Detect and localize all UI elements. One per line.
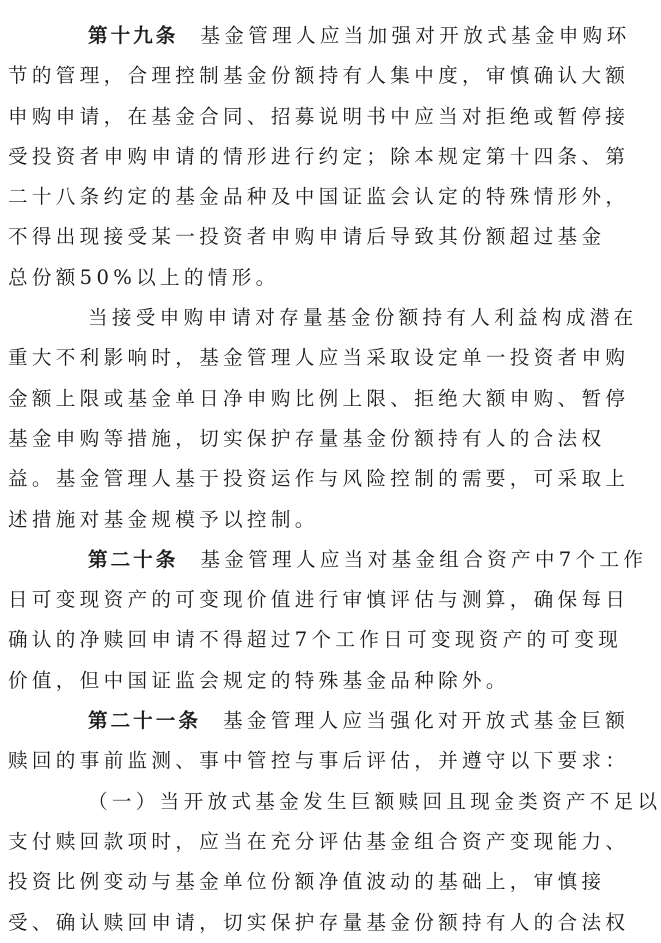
article-21-text-1: 基金管理人应当强化对开放式基金巨额 <box>222 709 630 733</box>
article-21-heading: 第二十一条 <box>88 709 201 733</box>
article-21-item-1-line-3: 投资比例变动与基金单位份额净值波动的基础上，审慎接 <box>8 870 606 894</box>
article-19-p2-line-4: 基金申购等措施，切实保护存量基金份额持有人的合法权 <box>8 426 606 450</box>
article-19-line-2: 节的管理，合理控制基金份额持有人集中度，审慎确认大额 <box>8 64 630 88</box>
article-19-p2-line-1: 当接受申购申请对存量基金份额持有人利益构成潜在 <box>88 306 638 330</box>
article-21-item-1-line-2: 支付赎回款项时，应当在充分评估基金组合资产变现能力、 <box>8 829 630 853</box>
article-21-line-2: 赎回的事前监测、事中管控与事后评估，并遵守以下要求： <box>8 749 630 773</box>
article-20 <box>8 540 648 701</box>
article-19-line-4: 受投资者申购申请的情形进行约定；除本规定第十四条、第 <box>8 144 630 168</box>
article-21-item-1 <box>8 782 661 943</box>
article-19-p2-line-6: 述措施对基金规模予以控制。 <box>8 507 319 531</box>
article-21-line-1 <box>48 701 630 741</box>
article-19-line-3: 申购申请，在基金合同、招募说明书中应当对拒绝或暂停接 <box>8 104 630 128</box>
article-20-text-1: 基金管理人应当对基金组合资产中7个工作 <box>200 547 648 571</box>
article-19-heading: 第十九条 <box>88 24 179 47</box>
article-19-p2-line-3: 金额上限或基金单日净申购比例上限、拒绝大额申购、暂停 <box>8 386 630 410</box>
article-20-line-2: 日可变现资产的可变现价值进行审慎评估与测算，确保每日 <box>8 588 630 612</box>
article-19-line-5: 二十八条约定的基金品种及中国证监会认定的特殊情形外， <box>8 185 630 209</box>
article-19-text-1: 基金管理人应当加强对开放式基金申购环 <box>200 24 631 47</box>
article-20-heading: 第二十条 <box>88 547 179 571</box>
article-19-p2-line-2: 重大不利影响时，基金管理人应当采取设定单一投资者申购 <box>8 346 630 370</box>
article-20-line-3: 确认的净赎回申请不得超过7个工作日可变现资产的可变现 <box>8 628 623 652</box>
article-20-line-1 <box>48 540 648 580</box>
article-21-item-1-line-4: 受、确认赎回申请，切实保护存量基金份额持有人的合法权 <box>8 910 630 934</box>
article-19-line-1 <box>48 16 631 56</box>
article-21 <box>8 701 630 782</box>
article-19 <box>8 16 631 298</box>
article-19-line-7: 总份额50%以上的情形。 <box>8 265 280 289</box>
article-19-p2-line-5: 益。基金管理人基于投资运作与风险控制的需要，可采取上 <box>8 467 630 491</box>
article-21-item-1-line-1: （一）当开放式基金发生巨额赎回且现金类资产不足以 <box>88 789 661 813</box>
article-19-line-6: 不得出现接受某一投资者申购申请后导致其份额超过基金 <box>8 225 606 249</box>
article-19-paragraph-2 <box>8 298 638 540</box>
article-20-line-4: 价值，但中国证监会规定的特殊基金品种除外。 <box>8 668 510 692</box>
